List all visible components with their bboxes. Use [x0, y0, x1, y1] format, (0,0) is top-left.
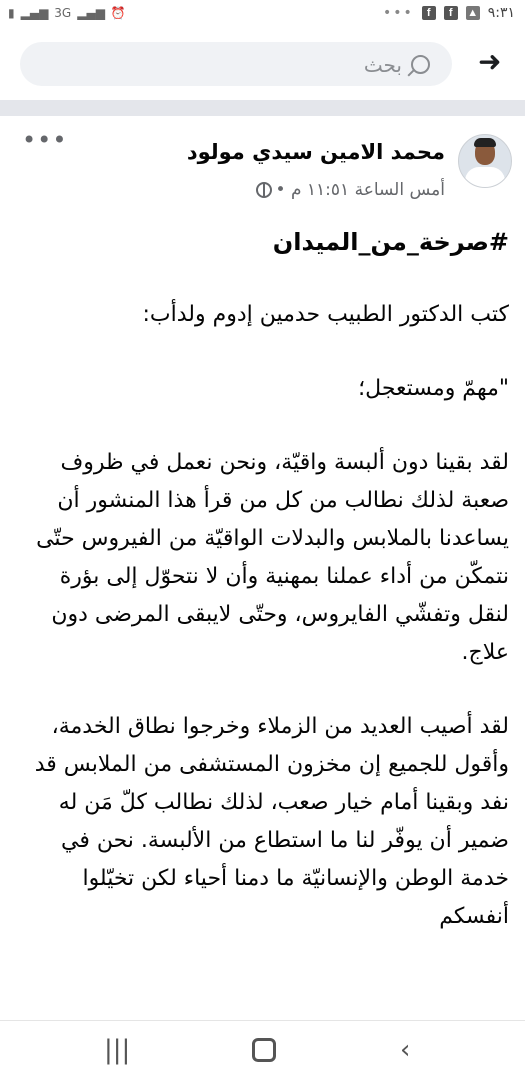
overflow-dots: ••• — [382, 5, 414, 21]
search-box[interactable] — [20, 42, 452, 86]
post-paragraph: "مهمّ ومستعجل؛ — [358, 376, 509, 401]
status-icons-left — [8, 6, 126, 20]
signal-icon: ▂▄▆ — [20, 6, 49, 20]
status-icons-right — [383, 5, 515, 21]
avatar-hair — [474, 138, 496, 147]
post-content — [17, 228, 509, 972]
post-author[interactable]: محمد الامين سيدي مولود — [186, 140, 445, 164]
post-time[interactable]: أمس الساعة ١١:٥١ م • — [275, 180, 445, 200]
globe-icon — [256, 182, 272, 198]
top-bar — [0, 32, 525, 96]
image-notification-icon: ▲ — [467, 7, 479, 19]
status-bar — [0, 0, 525, 32]
more-options-icon[interactable]: ••• — [22, 126, 68, 154]
navigation-bar — [0, 1020, 525, 1081]
network-type: 3G — [54, 6, 72, 20]
avatar[interactable] — [458, 134, 512, 188]
search-label: بحث — [363, 53, 402, 77]
home-button[interactable] — [252, 1038, 276, 1062]
facebook-notification-icon: f — [422, 6, 436, 20]
post-paragraph: لقد بقينا دون ألبسة واقيّة، ونحن نعمل في ظروف صعبة لذلك نطالب من كل من قرأ هذا المنشور أن يساعدنا بالملابس والبدلات الواقيّة من الفيروس حتّى نتمكّن من أداء عملنا بمهنية وأن لا نتحوّل إلى بؤرة لنقل وتفشّي الفايروس، وحتّى لايبقى المرضى دون علاج. — [36, 450, 509, 665]
recent-apps-button[interactable]: ||| — [104, 1035, 131, 1065]
alarm-icon: ⏰ — [110, 6, 126, 20]
back-button[interactable]: ‹ — [400, 1035, 411, 1065]
search-icon — [411, 55, 430, 74]
back-arrow-icon[interactable]: ➜ — [478, 45, 502, 78]
clock: ٩:٣١ — [487, 5, 515, 21]
signal-icon-2: ▂▄▆ — [77, 6, 105, 20]
post-paragraph: كتب الدكتور الطبيب حدمين إدوم ولدأب: — [142, 302, 509, 327]
post-hashtag[interactable]: #صرخة_من_الميدان — [272, 228, 509, 256]
sim-icon: ▮ — [8, 6, 15, 20]
feed-divider — [0, 100, 525, 116]
avatar-coat — [465, 167, 505, 188]
post-paragraph: لقد أصيب العديد من الزملاء وخرجوا نطاق الخدمة، وأقول للجميع إن مخزون المستشفى من الملابس قد نفد وبقينا أمام خيار صعب، لذلك نطالب كلّ مَن له ضمير أن يوفّر لنا ما استطاع من الألبسة. نحن في خدمة الوطن والإنسانيّة ما دمنا أحياء لكن تخيّلوا أنفسكم — [34, 714, 509, 929]
facebook-notification-icon-2: f — [444, 6, 458, 20]
post-meta — [256, 180, 445, 200]
